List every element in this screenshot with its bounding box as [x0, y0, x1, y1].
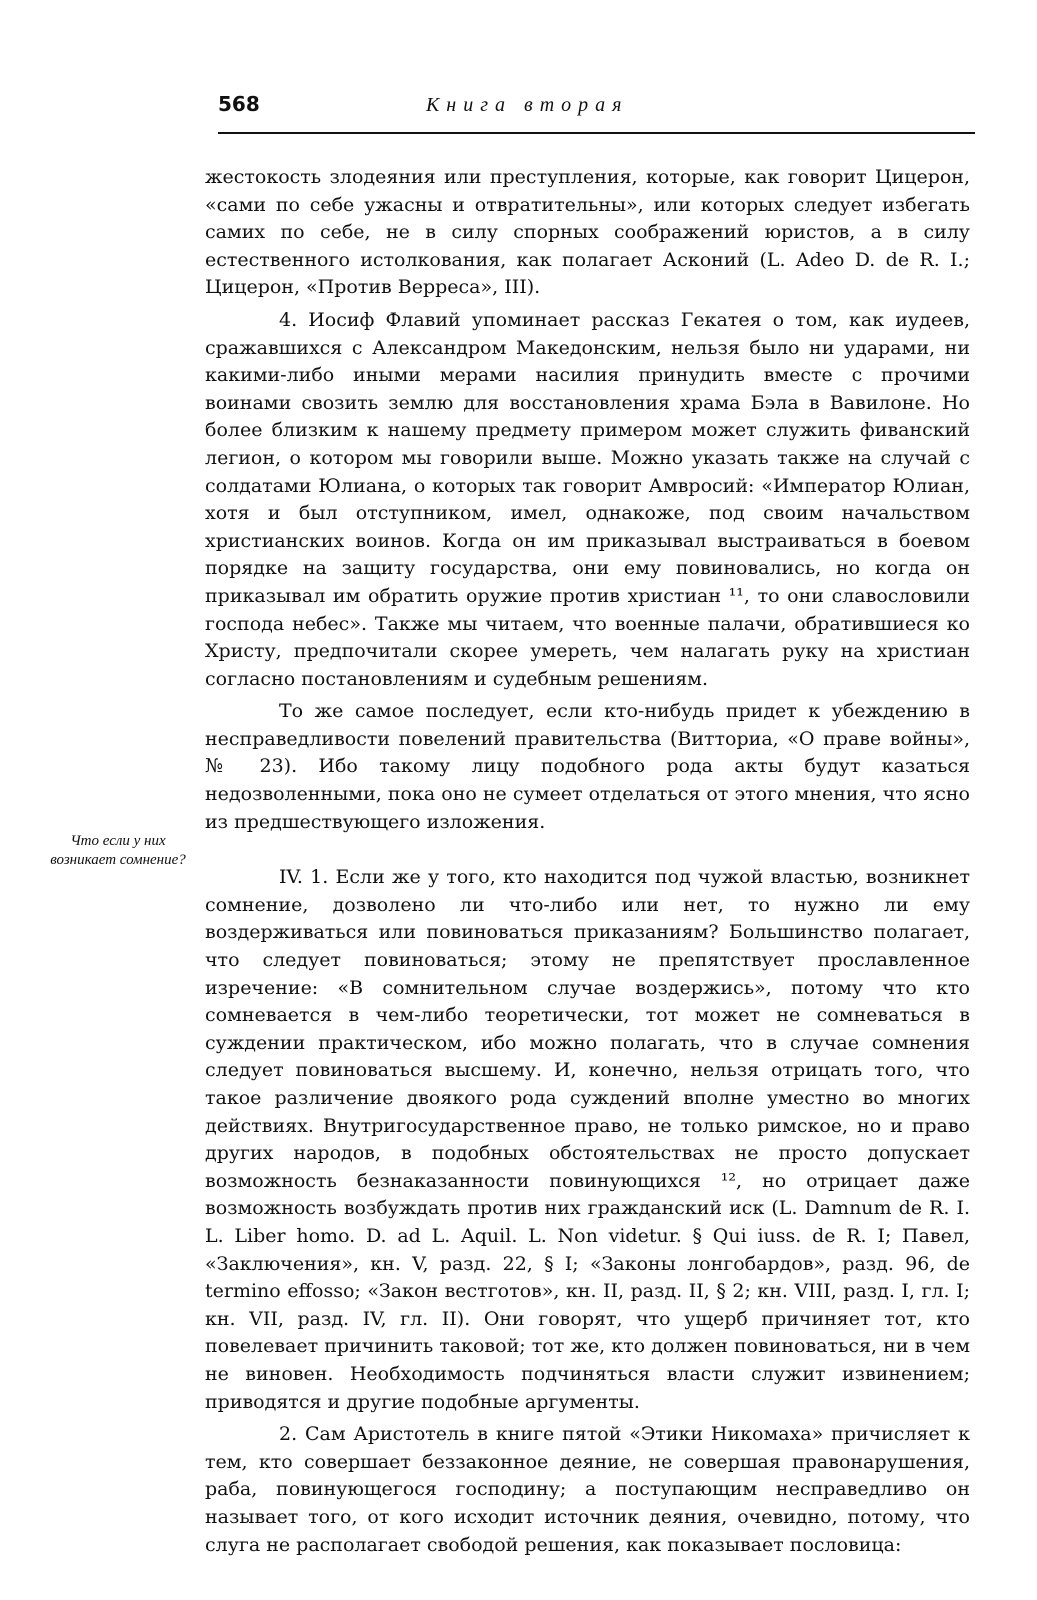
paragraph: 2. Сам Аристотель в книге пятой «Этики Никомаха» причисляет к тем, кто совершает беззаконное деяние, не совершая правонарушения, раба, повинующегося господину; а поступающим несправедливо он называет того, от кого исходит источник деяния, очевидно, потому, что слуга не располагает свободой решения, как показывает пословица:	[205, 1423, 970, 1556]
page-header	[218, 92, 975, 134]
running-title: Книга вторая	[426, 94, 629, 116]
page-number: 568	[218, 92, 260, 116]
body-text	[205, 164, 970, 1564]
section-paragraph: IV. 1. Если же у того, кто находится под чужой властью, возникнет сомнение, дозволено ли что-либо или нет, то нужно ли ему воздерживаться или повиноваться приказаниям? Большинство полагает, что следует повиноваться; этому не препятствует прославленное изречение: «В сомнительном случае воздержись», потому что кто сомневается в чем-либо теоретически, тот может не сомневаться в суждении практическом, ибо можно полагать, что в случае сомнения следует повиноваться высшему. И, конечно, нельзя отрицать того, что такое различение двоякого рода суждений вполне уместно во многих действиях. Внутригосударственное право, не только римское, но и право других народов, в подобных обстоятельствах не просто допускает возможность безнаказанности повинующихся ¹², но отрицает даже возможность возбуждать против них гражданский иск (L. Damnum de R. I. L. Liber homo. D. ad L. Aquil. L. Non videtur. § Qui iuss. de R. I; Павел, «Заключения», кн. V, разд. 22, § I; «Законы лонгобардов», разд. 96, de termino effosso; «Закон вестготов», кн. II, разд. II, § 2; кн. VIII, разд. I, гл. I; кн. VII, разд. IV, гл. II). Они говорят, что ущерб причиняет тот, кто повелевает причинить таковой; тот же, кто должен повиноваться, ни в чем не виновен. Необходимость подчиняться власти служит извинением; приводятся и другие подобные аргументы.	[205, 866, 970, 1413]
paragraph: жестокость злодеяния или преступления, которые, как говорит Цицерон, «сами по себе ужасны и отвратительны», или которых следует избегать самих по себе, не в силу спорных соображений юристов, а в силу естественного истолкования, как полагает Асконий (L. Adeo D. de R. I.; Цицерон, «Против Верреса», III).	[205, 166, 970, 299]
paragraph: 4. Иосиф Флавий упоминает рассказ Гекатея о том, как иудеев, сражавшихся с Александром Македонским, нельзя было ни ударами, ни какими-либо иными мерами насилия принудить вместе с прочими воинами свозить землю для восстановления храма Бэла в Вавилоне. Но более близким к нашему предмету примером может служить фиванский легион, о котором мы говорили выше. Можно указать также на случай с солдатами Юлиана, о которых так говорит Амвросий: «Император Юлиан, хотя и был отступником, имел, однакоже, под своим начальством христианских воинов. Когда он им приказывал выстраиваться в боевом порядке на защиту государства, они ему повиновались, но когда он приказывал им обратить оружие против христиан ¹¹, то они славословили господа небес». Также мы читаем, что военные палачи, обратившиеся ко Христу, предпочитали скорее умереть, чем налагать руку на христиан согласно постановлениям и судебным решениям.	[205, 308, 970, 690]
margin-note: Что если у них возникает сомнение?	[50, 833, 186, 868]
paragraph: То же самое последует, если кто-нибудь придет к убеждению в несправедливости повелений правительства (Витториа, «О праве войны», № 23). Ибо такому лицу подобного рода акты будут казаться недозволенными, пока оно не сумеет отделаться от этого мнения, что ясно из предшествующего изложения.	[205, 700, 970, 833]
